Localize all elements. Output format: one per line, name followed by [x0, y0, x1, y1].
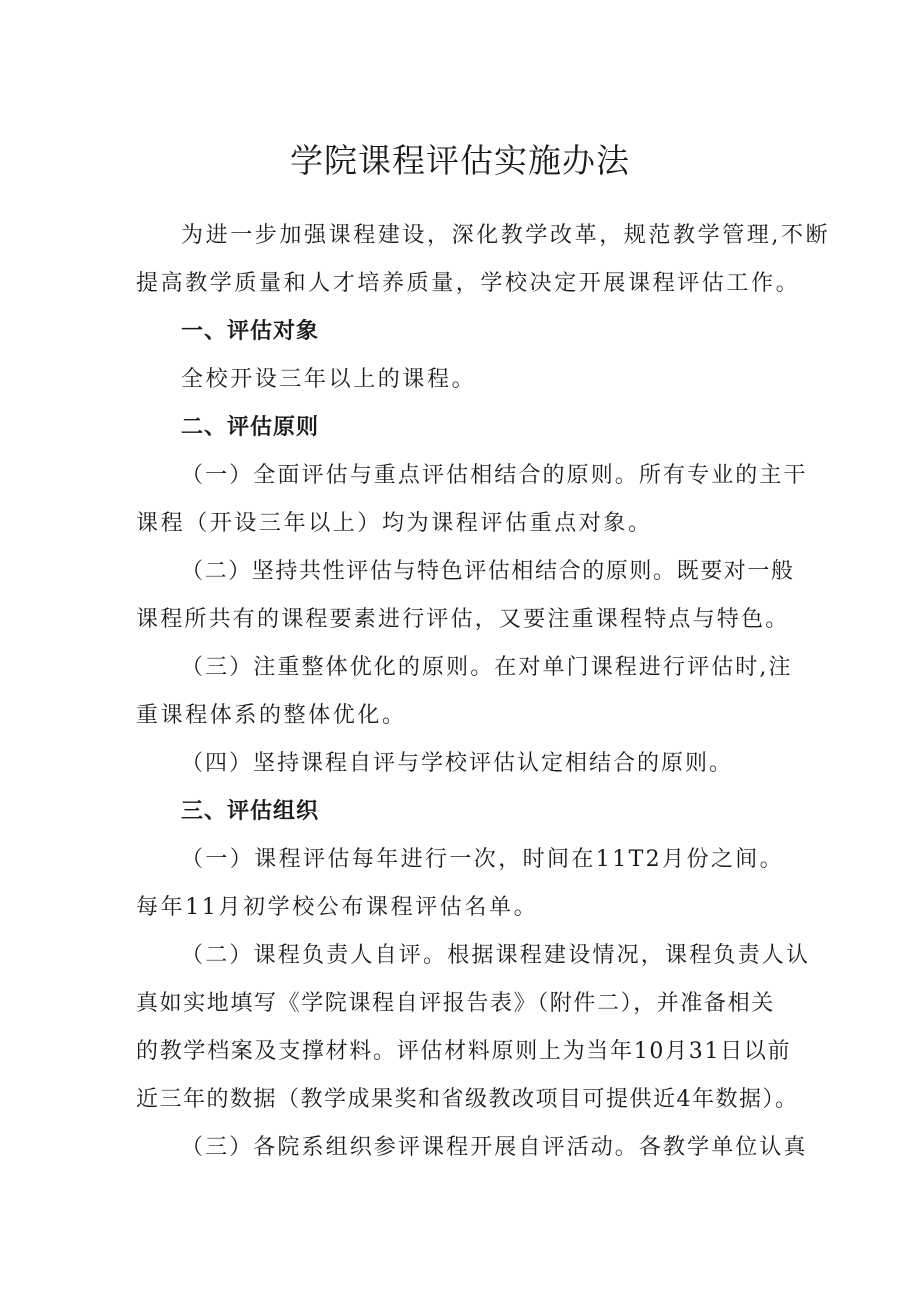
section-3-item-3-line-1: （三）各院系组织参评课程开展自评活动。各教学单位认真	[181, 1135, 808, 1160]
section-3-item-1-line-1: （一）课程评估每年进行一次，时间在11T2月份之间。	[181, 847, 785, 872]
document-title: 学院课程评估实施办法	[290, 141, 630, 180]
section-2-item-2-line-2: 课程所共有的课程要素进行评估，又要注重课程特点与特色。	[136, 607, 790, 632]
section-3-item-2-line-1: （二）课程负责人自评。根据课程建设情况，课程负责人认	[181, 943, 811, 968]
section-2-item-3-line-2: 重课程体系的整体优化。	[136, 703, 407, 728]
section-2-item-2-line-1: （二）坚持共性评估与特色评估相结合的原则。既要对一般	[181, 559, 795, 584]
section-2-item-1-line-2: 课程（开设三年以上）均为课程评估重点对象。	[136, 511, 653, 536]
section-2-item-1-line-1: （一）全面评估与重点评估相结合的原则。所有专业的主干	[181, 463, 808, 488]
intro-line-2: 提高教学质量和人才培养质量，学校决定开展课程评估工作。	[136, 271, 801, 296]
section-heading-3: 三、评估组织	[181, 799, 320, 824]
section-2-item-3-line-1: （三）注重整体优化的原则。在对单门课程进行评估时,注	[181, 655, 793, 680]
intro-line-1: 为进一步加强课程建设，深化教学改革，规范教学管理,不断	[181, 223, 831, 248]
section-heading-1: 一、评估对象	[181, 319, 320, 344]
section-3-item-2-line-4: 近三年的数据（教学成果奖和省级教改项目可提供近4年数据）。	[136, 1087, 799, 1112]
section-1-body: 全校开设三年以上的课程。	[181, 367, 477, 392]
section-heading-2: 二、评估原则	[181, 415, 320, 440]
section-3-item-1-line-2: 每年11月初学校公布课程评估名单。	[136, 895, 539, 920]
section-2-item-4: （四）坚持课程自评与学校评估认定相结合的原则。	[181, 751, 734, 776]
section-3-item-2-line-2: 真如实地填写《学院课程自评报告表》（附件二），并准备相关	[136, 991, 775, 1016]
section-3-item-2-line-3: 的教学档案及支撑材料。评估材料原则上为当年10月31日以前	[136, 1039, 792, 1064]
